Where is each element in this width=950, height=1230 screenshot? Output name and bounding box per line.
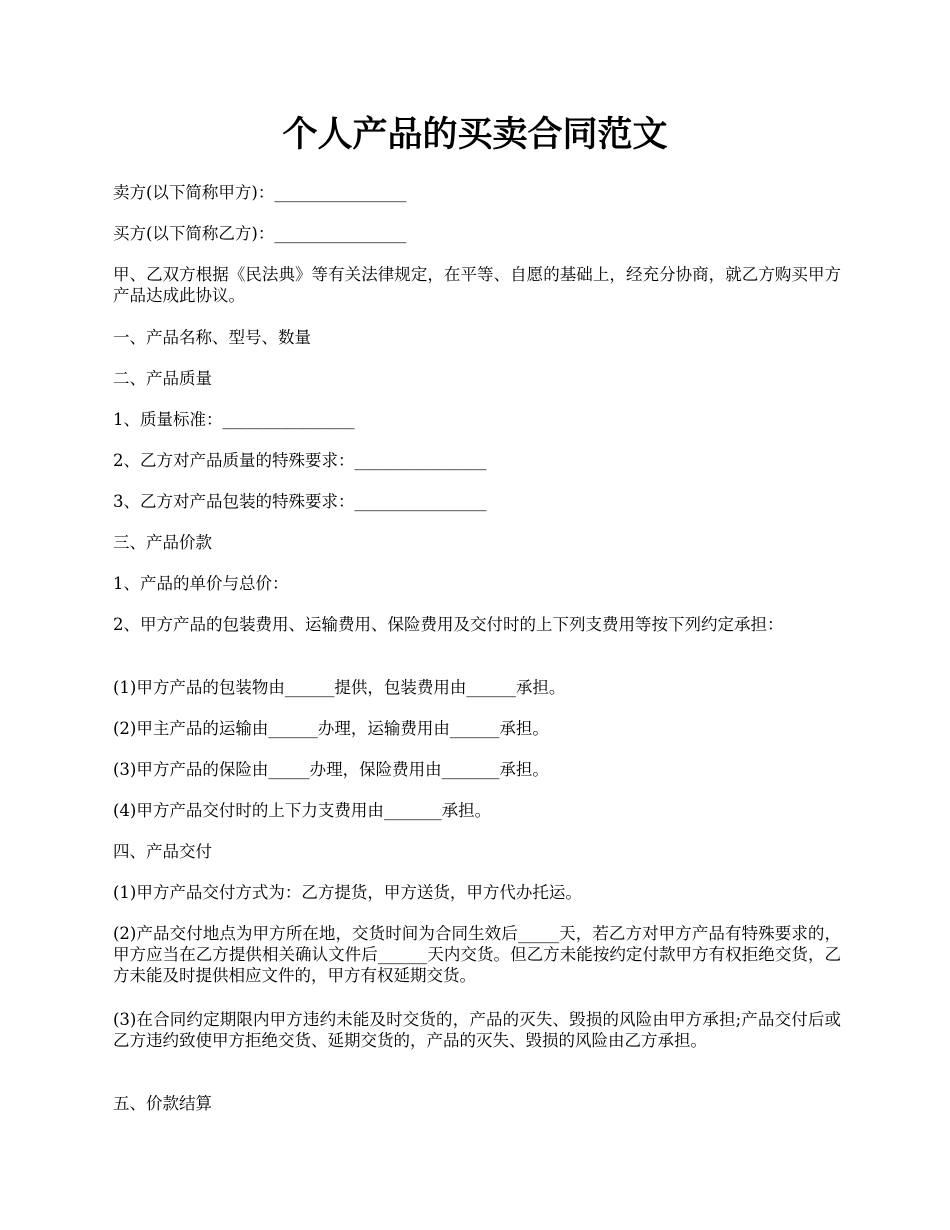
clause-fee-allocation: 2、甲方产品的包装费用、运输费用、保险费用及交付时的上下列支费用等按下列约定承担：: [113, 615, 784, 634]
clause-packaging-requirement: 3、乙方对产品包装的特殊要求：________________: [113, 492, 487, 511]
clause-packaging-fee: (1)甲方产品的包装物由______提供，包装费用由______承担。: [113, 678, 566, 697]
section-heading-product-name: 一、产品名称、型号、数量: [113, 328, 311, 347]
clause-transport-fee: (2)甲主产品的运输由______办理，运输费用由______承担。: [113, 719, 549, 738]
section-heading-product-quality: 二、产品质量: [113, 369, 212, 388]
section-heading-product-delivery: 四、产品交付: [113, 842, 212, 861]
section-heading-payment-settlement: 五、价款结算: [113, 1094, 212, 1113]
preamble-paragraph: 甲、乙双方根据《民法典》等有关法律规定，在平等、自愿的基础上，经充分协商，就乙方购买甲方 产品达成此协议。: [113, 265, 841, 305]
clause-delivery-method: (1)甲方产品交付方式为：乙方提货，甲方送货，甲方代办托运。: [113, 883, 582, 902]
section-heading-product-price: 三、产品价款: [113, 533, 212, 552]
clause-delivery-fee: (4)甲方产品交付时的上下力支费用由_______承担。: [113, 801, 492, 820]
clause-insurance-fee: (3)甲方产品的保险由_____办理，保险费用由_______承担。: [113, 760, 549, 779]
clause-unit-total-price: 1、产品的单价与总价：: [113, 574, 289, 593]
clause-delivery-place-time: (2)产品交付地点为甲方所在地，交货时间为合同生效后_____天，若乙方对甲方产品有特殊要求的，甲方应当在乙方提供相关确认文件后______天内交货。但乙方未能按约定付款甲方有权拒绝交货，乙方未能及时提供相应文件的，甲方有权延期交货。: [113, 924, 841, 985]
document-title: 个人产品的买卖合同范文: [282, 114, 668, 155]
buyer-line: 买方(以下简称乙方)：________________: [113, 224, 407, 243]
clause-quality-requirement: 2、乙方对产品质量的特殊要求：________________: [113, 451, 487, 470]
clause-risk-of-loss: (3)在合同约定期限内甲方违约未能及时交货的，产品的灭失、毁损的风险由甲方承担;产品交付后或乙方违约致使甲方拒绝交货、延期交货的，产品的灭失、毁损的风险由乙方承担。: [113, 1010, 841, 1050]
seller-line: 卖方(以下简称甲方)：________________: [113, 183, 407, 202]
clause-quality-standard: 1、质量标准：________________: [113, 410, 355, 429]
